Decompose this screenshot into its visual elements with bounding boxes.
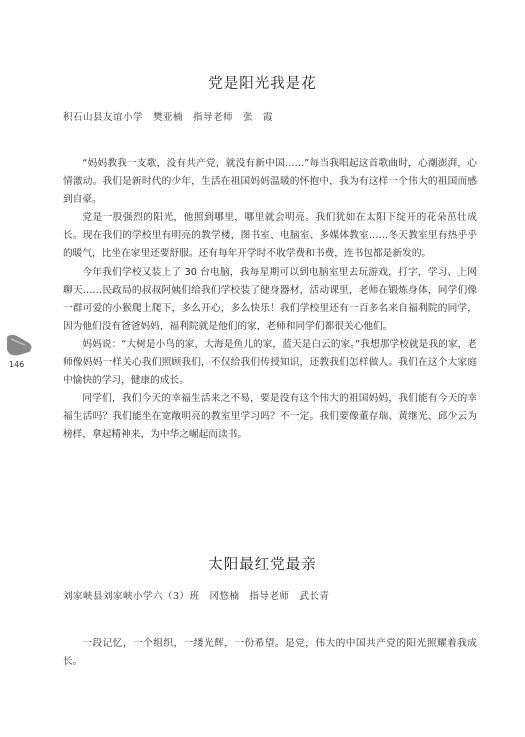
article-1-paragraph: 妈妈说：“大树是小鸟的家，大海是鱼儿的家，蓝天是白云的家。”我想那学校就是我的家，老师像妈妈一样关心我们照顾我们，不仅给我们传授知识，还教我们怎样做人。我们在这个大家庭中愉快的学习，健康的成长。 [63, 338, 477, 387]
page-number: 146 [9, 360, 25, 369]
article-2-byline: 刘家峡县刘家峡小学六（3）班 冈悠楠 指导老师 武长青 [63, 591, 330, 602]
article-2-body [63, 635, 477, 671]
article-1-byline: 积石山县友谊小学 樊亚楠 指导老师 张 霞 [63, 112, 274, 123]
article-1-paragraph: “妈妈教我一支歌，没有共产党，就没有新中国……”每当我唱起这首歌曲时，心潮澎湃，心情激动。我们是新时代的少年，生活在祖国妈妈温暖的怀抱中，我为有这样一个伟大的祖国而感到自豪。 [63, 158, 477, 206]
article-1-title: 党是阳光我是花 [208, 76, 317, 92]
article-2-title: 太阳最红党最亲 [208, 557, 317, 573]
page-tab-icon [5, 333, 34, 357]
article-1-paragraph: 今年我们学校又装上了 30 台电脑，我每星期可以到电脑室里去玩游戏，打字，学习、上网聊天……民政局的叔叔阿姨们给我们学校装了健身器材，活动课里，老师在锻炼身体，同学们像一群可爱的小猴爬上爬下，多么开心，多么快乐！我们学校里还有一百多名来自福利院的同学，因为他们没有爸爸妈妈，福利院就是他们的家，老师和同学们都很关心他们。 [63, 266, 477, 332]
article-1-paragraph: 同学们，我们今天的幸福生活来之不易，要是没有这个伟大的祖国妈妈，我们能有今天的幸福生活吗？我们能坐在宽敞明亮的教室里学习吗？不一定。我们要像董存瑞、黄继光、邱少云为榜样，拿起精神来，为中华之崛起而读书。 [63, 393, 477, 441]
article-1-paragraph: 党是一股强烈的阳光，他照到哪里，哪里就会明亮。我们犹如在太阳下绽开的花朵茁壮成长。现在我们的学校里有明亮的教学楼，图书室、电脑室、多媒体教室……冬天教室里有热乎乎的暖气，比坐在家里还要舒服。还有每年开学时不收学费和书费，连书包都是新发的。 [63, 212, 477, 260]
article-2-paragraph: 一段记忆，一个组织，一缕光辉，一份希望。是党，伟大的中国共产党的阳光照耀着我成长。 [63, 638, 477, 668]
article-1-body [63, 155, 477, 445]
